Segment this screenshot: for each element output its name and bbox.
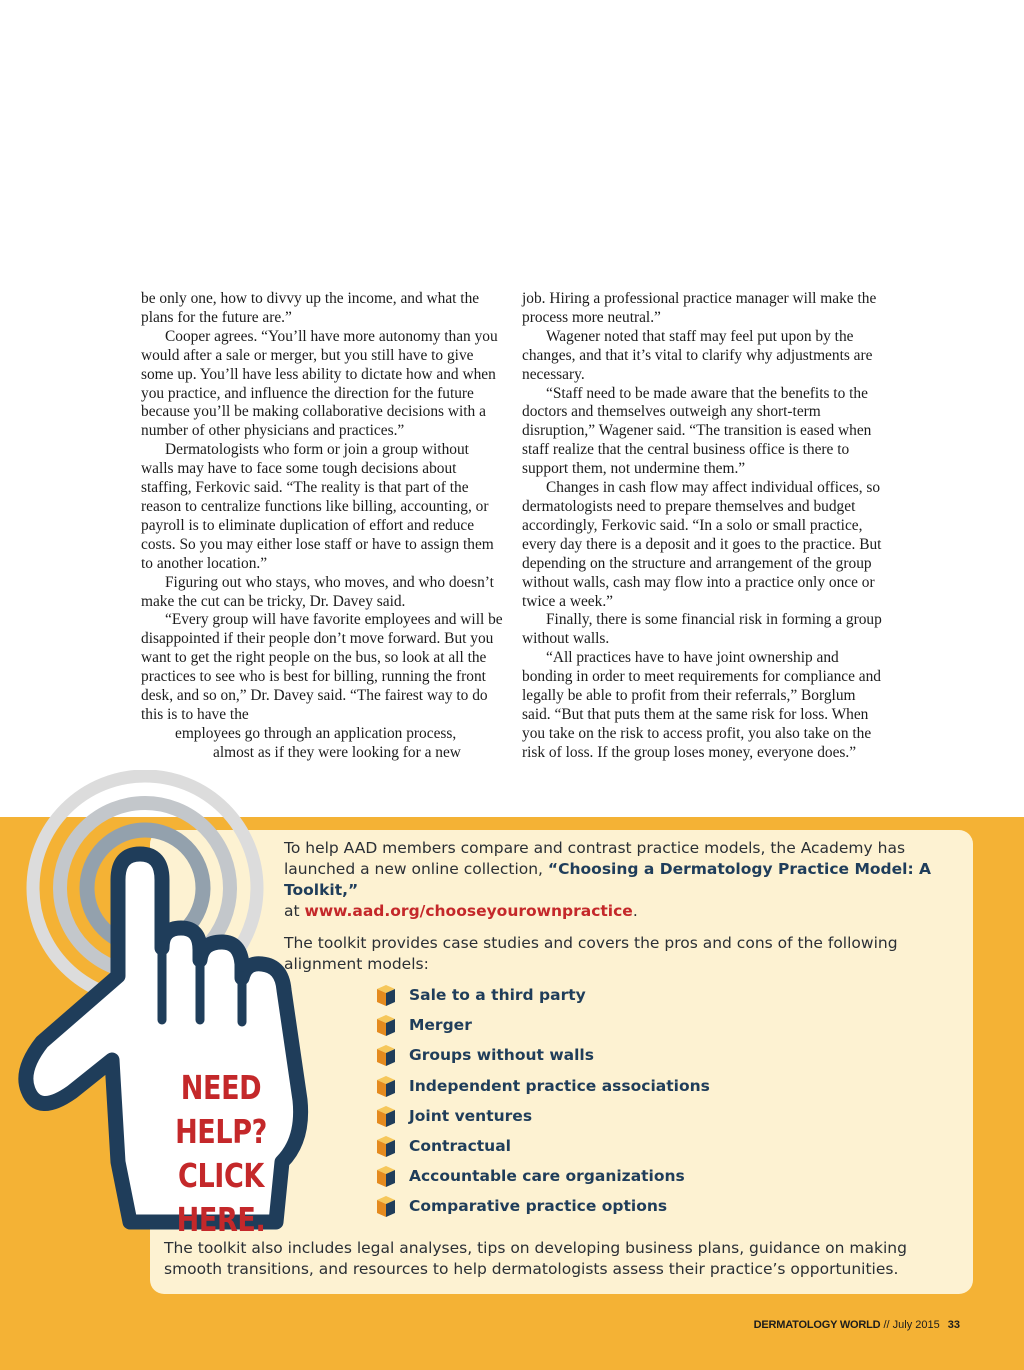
cube-bullet-icon <box>376 1164 396 1188</box>
toolkit-link[interactable]: www.aad.org/chooseyourownpractice <box>304 902 633 920</box>
model-label: Accountable care organizations <box>409 1167 685 1186</box>
model-label: Independent practice associations <box>409 1076 710 1095</box>
list-item <box>376 1101 710 1131</box>
publication-name: DERMATOLOGY WORLD <box>753 1319 881 1331</box>
cta-line-2: CLICK HERE. <box>176 1156 266 1239</box>
cube-bullet-icon <box>376 1013 396 1037</box>
model-label: Merger <box>409 1016 472 1035</box>
list-item <box>376 980 710 1010</box>
paragraph: Changes in cash flow may affect individual offices, so dermatologists need to prepare themselves and budget accordingly, Ferkovic said. “In a solo or small practice, every day there is a deposit and it goes to the practice. But depending on the structure and arrangement of the group without walls, cash may flow into a practice only once or twice a week.” <box>522 479 882 610</box>
cube-bullet-icon <box>376 1043 396 1067</box>
paragraph: “Staff need to be made aware that the benefits to the doctors and themselves outweigh any short-term disruption,” Wagener said. “The transition is eased when staff realize that the central business office is there to support them, not undermine them.” <box>522 384 872 478</box>
callout-outro: The toolkit also includes legal analyses, tips on developing business plans, guidance on making smooth transitions, and resources to help dermatologists assess their practice’s opportunities. <box>164 1239 907 1278</box>
list-item <box>376 1010 710 1040</box>
intro-paragraph <box>284 838 964 922</box>
need-help-cta[interactable] <box>143 1066 299 1242</box>
page-footer <box>754 1319 960 1331</box>
footer-separator: // <box>880 1319 893 1331</box>
alignment-model-list <box>376 980 710 1222</box>
article-column-right <box>522 290 887 763</box>
paragraph: Cooper agrees. “You’ll have more autonomy than you would after a sale or merger, but you still have to give some up. You’ll have less ability to dictate how and when you practice, and influence the direction for the future because you’ll be making collaborative decisions with a number of other physicians and practices.” <box>141 327 498 440</box>
callout-intro <box>284 838 964 986</box>
paragraph-wrap-line: employees go through an application process, <box>175 724 457 742</box>
cube-bullet-icon <box>376 1134 396 1158</box>
toolkit-title: “Choosing a Dermatology Practice Model: A Toolkit,” <box>284 860 932 899</box>
model-label: Sale to a third party <box>409 986 586 1005</box>
model-label: Joint ventures <box>409 1106 533 1125</box>
page-number: 33 <box>947 1319 960 1331</box>
issue-date: July 2015 <box>892 1319 940 1331</box>
cube-bullet-icon <box>376 1194 396 1218</box>
intro-text: To help AAD members compare and contrast practice models, the Academy has launched a new online collection, <box>284 839 906 878</box>
list-item <box>376 1161 710 1191</box>
list-item <box>376 1131 710 1161</box>
paragraph: “All practices have to have joint ownership and bonding in order to meet requirements for compliance and legally be able to profit from their referrals,” Borglum said. “But that puts them at the same risk for loss. When you take on the risk to access profit, you also take on the risk of loss. If the group loses money, everyone does.” <box>522 649 881 761</box>
paragraph: Dermatologists who form or join a group without walls may have to face some tough decisions about staffing, Ferkovic said. “The reality is that part of the reason to centralize functions like billing, accounting, or payroll is to eliminate duplication of effort and reduce costs. So you may either lose staff or have to assign them to another location.” <box>141 441 494 572</box>
list-item <box>376 1071 710 1101</box>
paragraph-wrap-line: almost as if they were looking for a new <box>213 743 461 761</box>
paragraph: Finally, there is some financial risk in forming a group without walls. <box>522 611 882 648</box>
paragraph: Wagener noted that staff may feel put upon by the changes, and that it’s vital to clarify why adjustments are necessary. <box>522 327 873 383</box>
paragraph: job. Hiring a professional practice manager will make the process more neutral.” <box>522 290 877 326</box>
model-label: Groups without walls <box>409 1046 594 1065</box>
period: . <box>632 902 638 920</box>
paragraph: Figuring out who stays, who moves, and who doesn’t make the cut can be tricky, Dr. Davey said. <box>141 573 494 610</box>
list-item <box>376 1040 710 1070</box>
at-text: at <box>284 902 305 920</box>
model-label: Comparative practice options <box>409 1197 668 1216</box>
cta-line-1: NEED HELP? <box>175 1068 267 1151</box>
cube-bullet-icon <box>376 1104 396 1128</box>
paragraph: be only one, how to divvy up the income, and what the plans for the future are.” <box>141 290 480 326</box>
provides-paragraph: The toolkit provides case studies and covers the pros and cons of the following alignment models: <box>284 934 898 973</box>
list-item <box>376 1191 710 1221</box>
cube-bullet-icon <box>376 1074 396 1098</box>
article-column-left <box>141 290 503 763</box>
paragraph: “Every group will have favorite employees and will be disappointed if their people don’t move forward. But you want to get the right people on the bus, so look at all the practices to see who is best for billing, running the front desk, and so on,” Dr. Davey said. “The fairest way to do this is to have the <box>141 611 503 723</box>
cube-bullet-icon <box>376 983 396 1007</box>
model-label: Contractual <box>409 1137 511 1156</box>
